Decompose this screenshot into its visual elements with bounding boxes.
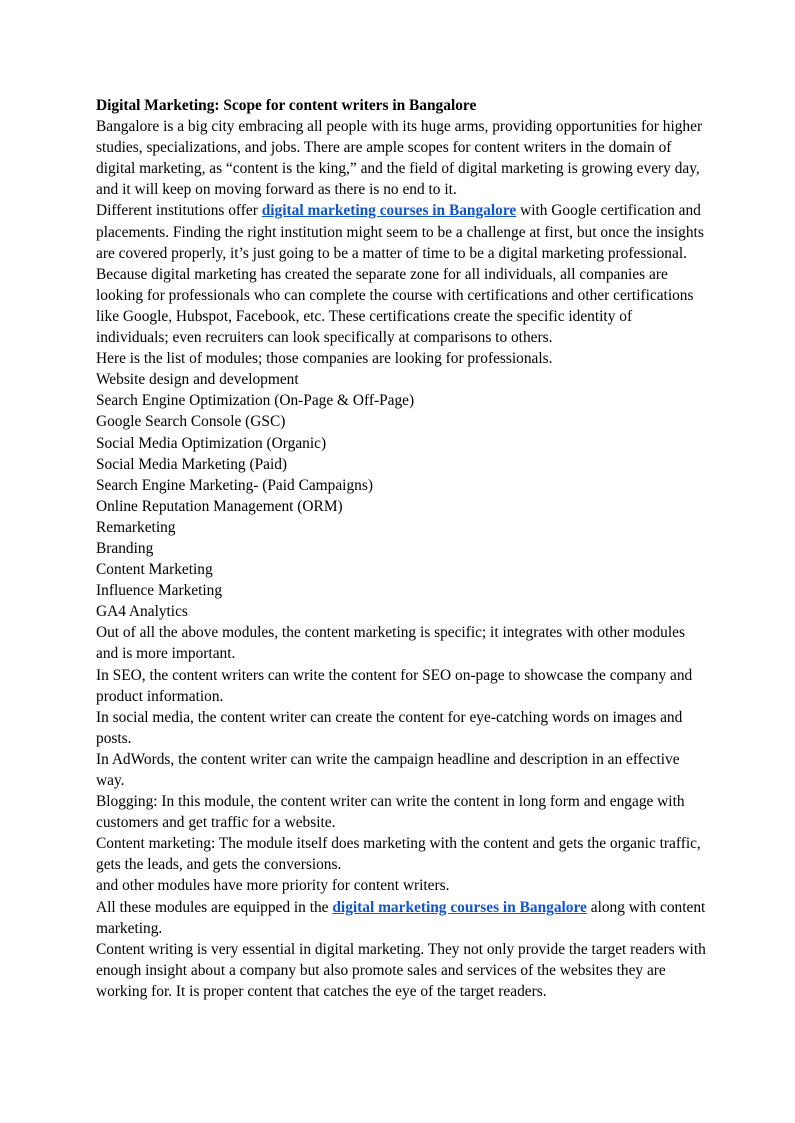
institutions-paragraph (96, 200, 706, 348)
point-paragraph: In social media, the content writer can create the content for eye-catching words on images and posts. (96, 708, 683, 747)
module-item: Google Search Console (GSC) (96, 413, 286, 431)
module-item: GA4 Analytics (96, 603, 188, 621)
modules-intro: Here is the list of modules; those companies are looking for professionals. (96, 350, 553, 368)
module-item: Social Media Marketing (Paid) (96, 455, 288, 473)
module-item: Remarketing (96, 518, 176, 536)
document-title: Digital Marketing: Scope for content writers in Bangalore (96, 97, 477, 114)
institutions-text-after: with Google certification and placements. Finding the right institution might seem to be a challenge at first, but once the insights are covered properly, it’s just going to be a matter of time to be a digital marketing professional. Because digital marketing has created the separate zone for all individuals, all companies are looking for professionals who can complete the course with certifications and other certifications like Google, Hubspot, Facebook, etc. These certifications create the specific identity of individuals; even recruiters can look specifically at comparisons to others. (96, 202, 704, 347)
institutions-text-before: Different institutions offer (96, 202, 262, 220)
module-item: Content Marketing (96, 561, 213, 579)
point-paragraph: Out of all the above modules, the content marketing is specific; it integrates with other modules and is more important. (96, 624, 685, 663)
courses-link[interactable]: digital marketing courses in Bangalore (261, 202, 517, 220)
document-body (96, 95, 706, 1002)
intro-paragraph: Bangalore is a big city embracing all people with its huge arms, providing opportunities for higher studies, specializations, and jobs. There are ample scopes for content writers in the domain of digital marketing, as “content is the king,” and the field of digital marketing is growing every day, and it will keep on moving forward as there is no end to it. (96, 118, 703, 199)
equipped-paragraph (96, 897, 706, 939)
point-paragraph: In SEO, the content writers can write the content for SEO on-page to showcase the company and product information. (96, 666, 693, 705)
equipped-text-after: along with content marketing. (96, 898, 706, 937)
point-paragraph: In AdWords, the content writer can write the campaign headline and description in an effective way. (96, 750, 680, 789)
equipped-text-before: All these modules are equipped in the (96, 898, 333, 916)
point-paragraph: Content marketing: The module itself does marketing with the content and gets the organic traffic, gets the leads, and gets the conversions. (96, 835, 701, 874)
module-item: Influence Marketing (96, 582, 223, 600)
point-paragraph: Blogging: In this module, the content writer can write the content in long form and engage with customers and get traffic for a website. (96, 793, 685, 832)
module-item: Search Engine Optimization (On-Page & Off-Page) (96, 392, 415, 410)
courses-link[interactable]: digital marketing courses in Bangalore (332, 898, 587, 916)
module-item: Online Reputation Management (ORM) (96, 497, 343, 515)
closing-paragraph: Content writing is very essential in digital marketing. They not only provide the target readers with enough insight about a company but also promote sales and services of the websites they are working for. It is proper content that catches the eye of the target readers. (96, 940, 706, 1000)
point-paragraph: and other modules have more priority for content writers. (96, 877, 450, 895)
module-item: Social Media Optimization (Organic) (96, 434, 327, 452)
module-item: Search Engine Marketing- (Paid Campaigns) (96, 476, 373, 494)
module-item: Branding (96, 539, 154, 557)
module-item: Website design and development (96, 371, 299, 389)
